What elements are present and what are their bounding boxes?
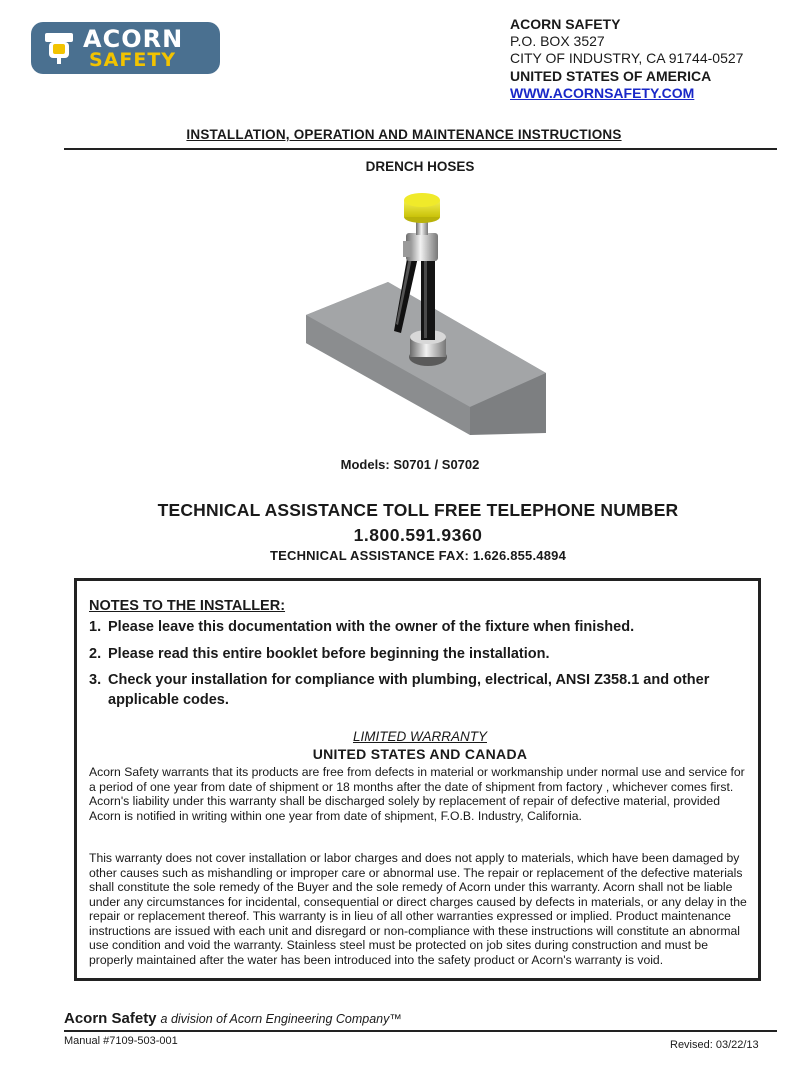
- address-country: UNITED STATES OF AMERICA: [510, 68, 712, 84]
- footer-company-name: Acorn Safety: [64, 1010, 157, 1027]
- website-link[interactable]: WWW.ACORNSAFETY.COM: [510, 85, 695, 101]
- manual-number: Manual #7109-503-001: [64, 1035, 178, 1047]
- tech-assistance-fax: TECHNICAL ASSISTANCE FAX: 1.626.855.4894: [269, 548, 567, 563]
- footer-company: [64, 1010, 402, 1027]
- note-item: [89, 617, 749, 637]
- notes-heading: NOTES TO THE INSTALLER:: [89, 598, 286, 614]
- footer-divider: [64, 1030, 777, 1032]
- acorn-safety-logo: [31, 22, 220, 74]
- warranty-region: UNITED STATES AND CANADA: [312, 746, 528, 762]
- drench-hose-product-image: [300, 185, 550, 440]
- tech-assistance-phone: 1.800.591.9360: [353, 525, 483, 545]
- note-text: Please read this entire booklet before beginning the installation.: [108, 646, 550, 662]
- note-item: [89, 670, 749, 710]
- acorn-mark-icon: [41, 30, 77, 66]
- note-text: Check your installation for compliance with plumbing, electrical, ANSI Z358.1 and other applicable codes.: [108, 672, 710, 708]
- note-number: 3.: [89, 672, 102, 688]
- tech-assistance-heading: TECHNICAL ASSISTANCE TOLL FREE TELEPHONE NUMBER: [157, 500, 679, 520]
- company-address: [510, 16, 743, 102]
- note-number: 1.: [89, 619, 102, 635]
- note-number: 2.: [89, 646, 102, 662]
- product-name: DRENCH HOSES: [365, 159, 475, 174]
- logo-text-acorn: ACORN: [83, 25, 184, 53]
- warranty-title: LIMITED WARRANTY: [352, 729, 487, 744]
- warranty-paragraph-2: This warranty does not cover installation or labor charges and does not apply to materials, which have been damaged by other causes such as mishandling or improper care or abnormal use. The repair or replacement of the defective materials shall constitute the sole remedy of the Buyer and the sole remedy of Acorn under this warranty. Acorn shall not be liable under any circumstances for incidental, consequential or direct charges caused by defects in materials, or any delay in the repair or replacement thereof. This warranty is in lieu of all other warranties expressed or implied. Product maintenance instructions are issued with each unit and disregard or non-compliance with these instructions will constitute an abnormal use condition and void the warranty. Stainless steel must be protected on job sites during construction and must be properly maintained after the water has been introduced into the safety product or Acorn's warranty is void.: [89, 851, 747, 967]
- address-city: CITY OF INDUSTRY, CA 91744-0527: [510, 50, 744, 66]
- note-item: [89, 644, 749, 664]
- logo-text-safety: SAFETY: [89, 49, 177, 71]
- header-divider: [64, 148, 777, 150]
- model-numbers: Models: S0701 / S0702: [340, 457, 480, 472]
- note-text: Please leave this documentation with the owner of the fixture when finished.: [108, 619, 635, 635]
- address-po-box: P.O. BOX 3527: [510, 33, 605, 49]
- footer-division: a division of Acorn Engineering Company™: [160, 1012, 402, 1026]
- address-company: ACORN SAFETY: [510, 16, 621, 32]
- revision-date: Revised: 03/22/13: [670, 1039, 759, 1051]
- warranty-paragraph-1: Acorn Safety warrants that its products are free from defects in material or workmanship under normal use and service for a period of one year from date of shipment or 18 months after the date of shipment from factory , whichever comes first. Acorn's liability under this warranty shall be discharged solely by replacement of repair of defective material, provided Acorn is notified in writing within one year from date of shipment, F.O.B. Industry, California.: [89, 765, 745, 823]
- document-title: INSTALLATION, OPERATION AND MAINTENANCE INSTRUCTIONS: [186, 127, 622, 142]
